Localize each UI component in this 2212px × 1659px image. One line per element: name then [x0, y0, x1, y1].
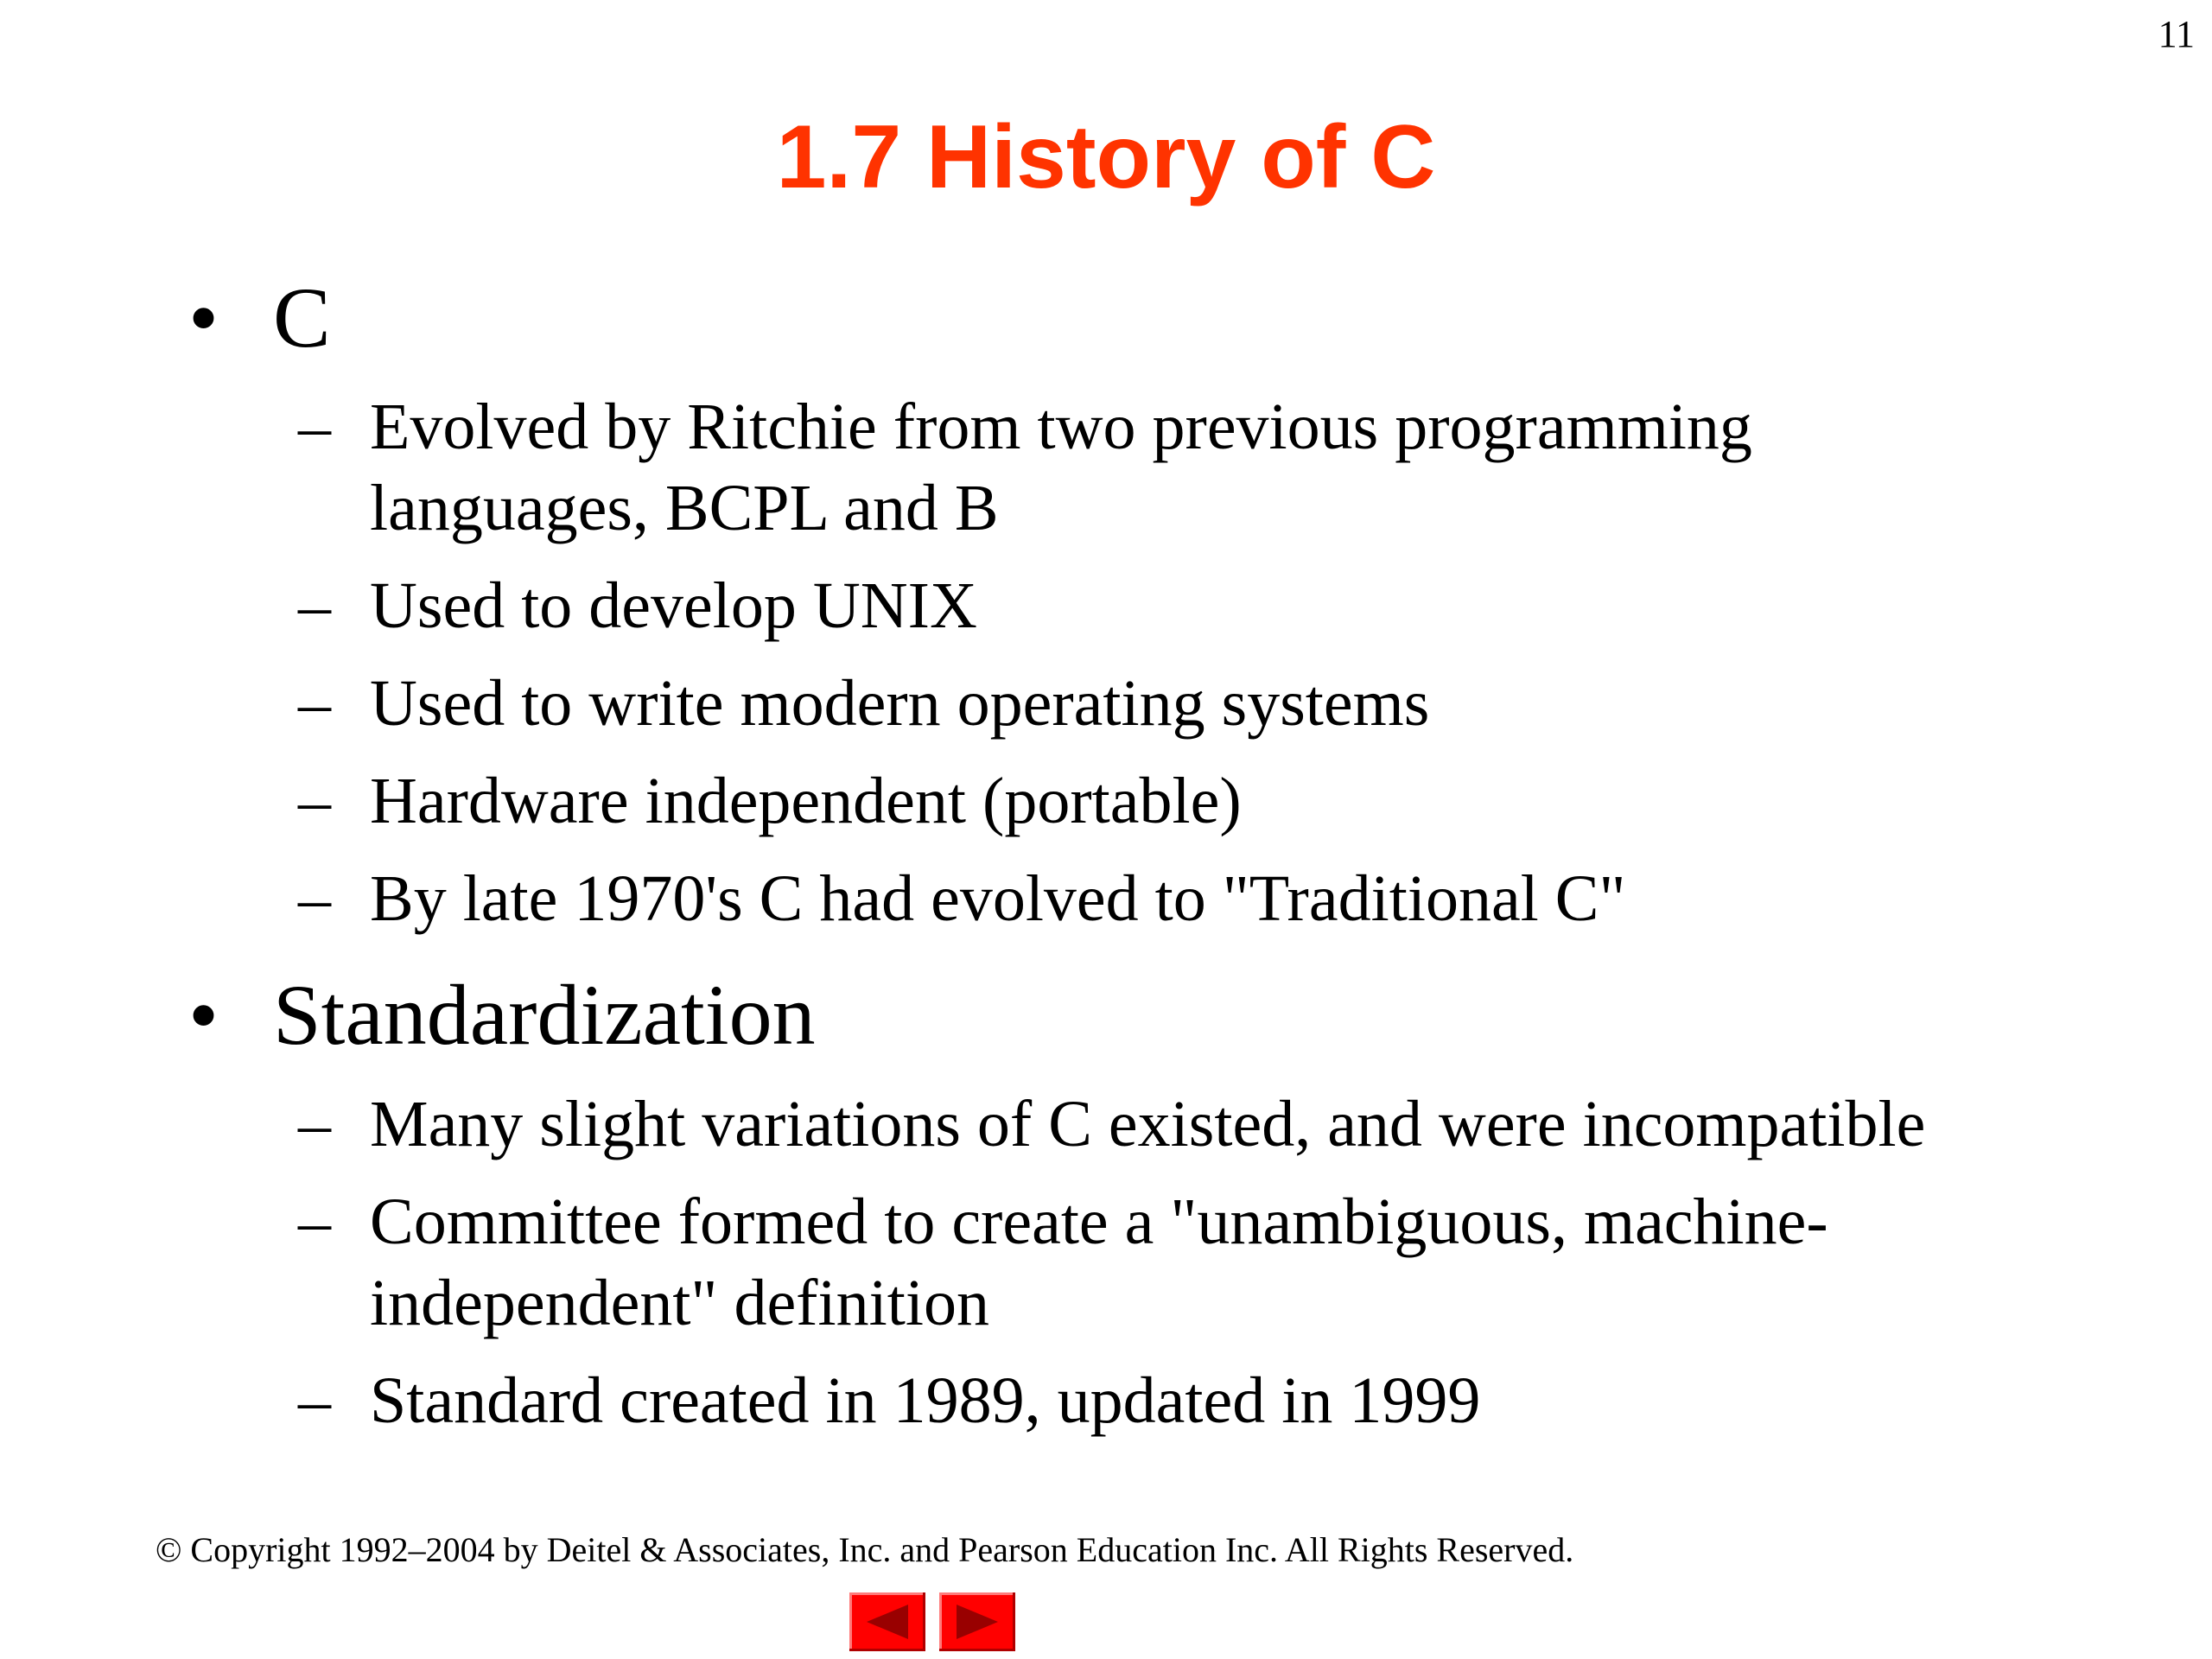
dash-marker: – — [298, 1364, 331, 1437]
sub-item-text: Committee formed to create a "unambiguous, machine-independent" definition — [370, 1185, 1828, 1339]
sub-item — [0, 760, 2212, 842]
sub-item — [0, 1181, 2212, 1344]
next-slide-button[interactable] — [939, 1592, 1015, 1651]
dash-marker: – — [298, 862, 331, 935]
sub-item — [0, 858, 2212, 939]
bullet-marker: • — [188, 270, 219, 365]
sub-item-text: Evolved by Ritchie from two previous programming languages, BCPL and B — [370, 391, 1752, 544]
slide-title: 1.7 History of C — [776, 107, 1436, 207]
bullet-standardization — [0, 965, 2212, 1065]
dash-marker: – — [298, 667, 331, 740]
sub-item — [0, 386, 2212, 549]
bullet-marker: • — [188, 967, 219, 1063]
dash-marker: – — [298, 1185, 331, 1258]
sublist-c — [0, 386, 2212, 939]
bullet-heading-standardization: Standardization — [273, 967, 816, 1063]
sublist-standardization — [0, 1084, 2212, 1441]
sub-item-text: Hardware independent (portable) — [370, 765, 1242, 837]
sub-item — [0, 663, 2212, 744]
sub-item — [0, 565, 2212, 646]
slide-navigation — [849, 1592, 1015, 1651]
next-arrow-icon — [951, 1603, 1003, 1641]
page-number: 11 — [2158, 13, 2195, 55]
sub-item-text: By late 1970's C had evolved to "Traditional C" — [370, 862, 1626, 935]
sub-item — [0, 1360, 2212, 1441]
dash-marker: – — [298, 391, 331, 463]
dash-marker: – — [298, 569, 331, 642]
sub-item-text: Used to write modern operating systems — [370, 667, 1430, 740]
sub-item-text: Many slight variations of C existed, and were incompatible — [370, 1088, 1926, 1160]
sub-item-text: Used to develop UNIX — [370, 569, 977, 642]
slide-content — [0, 268, 2212, 1441]
dash-marker: – — [298, 1088, 331, 1160]
dash-marker: – — [298, 765, 331, 837]
bullet-heading-c: C — [273, 270, 331, 365]
previous-slide-button[interactable] — [849, 1592, 925, 1651]
bullet-c — [0, 268, 2212, 367]
previous-arrow-icon — [861, 1603, 913, 1641]
sub-item-text: Standard created in 1989, updated in 1999 — [370, 1364, 1481, 1437]
copyright-notice: © Copyright 1992–2004 by Deitel & Associates, Inc. and Pearson Education Inc. All Rights Reserved. — [156, 1530, 1574, 1569]
sub-item — [0, 1084, 2212, 1165]
